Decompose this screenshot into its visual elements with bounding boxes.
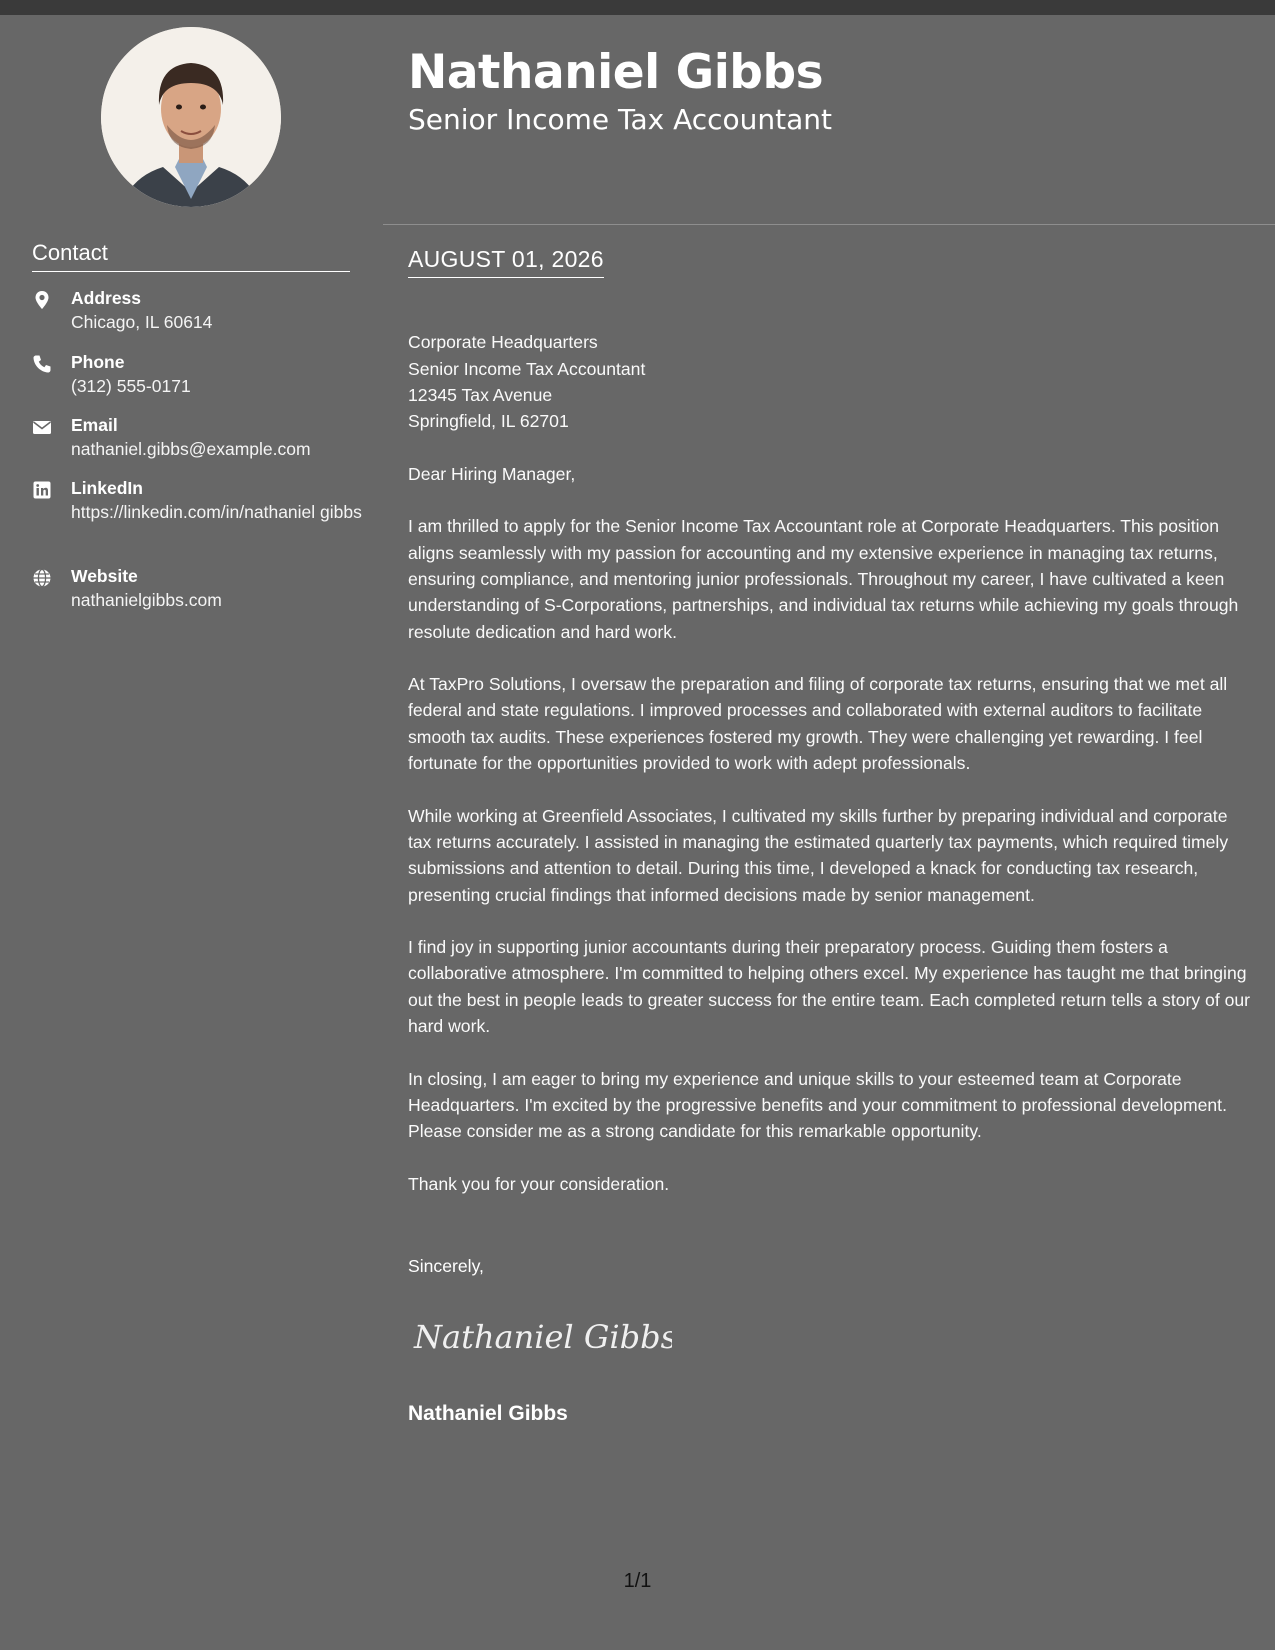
linkedin-icon: [32, 480, 52, 500]
contact-heading: Contact: [32, 240, 350, 272]
recipient-line: Senior Income Tax Accountant: [408, 358, 646, 379]
signed-name: Nathaniel Gibbs: [408, 1402, 568, 1425]
profile-photo: [101, 27, 281, 207]
closing: Sincerely,: [408, 1256, 484, 1276]
top-bar: [0, 0, 1275, 15]
contact-label: Address: [71, 288, 142, 308]
contact-label: Website: [71, 566, 138, 586]
contact-value: Chicago, IL 60614: [71, 312, 213, 332]
contact-value: (312) 555-0171: [71, 376, 191, 396]
envelope-icon: [32, 417, 52, 437]
paragraph: I find joy in supporting junior accountants during their preparatory process. Guiding them fosters a collaborative atmosphere. I'm committed to helping others excel. My experience has taught me that bringing out the best in people leads to greater success for the entire team. Each completed return tells a story of our hard work.: [408, 937, 1251, 1037]
page-number: 1/1: [623, 1570, 652, 1592]
contact-value: nathaniel.gibbs@example.com: [71, 439, 311, 459]
letter-body: [408, 303, 1253, 1223]
contact-label: Phone: [71, 352, 125, 372]
header-divider: [383, 224, 1275, 225]
contact-value: https://linkedin.com/in/nathaniel gibbs: [71, 502, 362, 522]
map-pin-icon: [32, 290, 52, 310]
recipient-line: Springfield, IL 62701: [408, 411, 569, 432]
contact-label: Email: [71, 415, 118, 435]
contact-value: nathanielgibbs.com: [71, 590, 222, 610]
phone-icon: [32, 354, 52, 374]
signature: [412, 1310, 672, 1360]
recipient-line: Corporate Headquarters: [408, 332, 598, 353]
paragraph: In closing, I am eager to bring my experience and unique skills to your esteemed team at Corporate Headquarters. I'm excited by the progressive benefits and your commitment to professional development. Please consider me as a strong candidate for this remarkable opportunity.: [408, 1068, 1227, 1142]
salutation: Dear Hiring Manager,: [408, 463, 576, 484]
thanks-line: Thank you for your consideration.: [408, 1173, 670, 1194]
recipient-line: 12345 Tax Avenue: [408, 384, 553, 405]
paragraph: I am thrilled to apply for the Senior Income Tax Accountant role at Corporate Headquarters. This position aligns seamlessly with my passion for accounting and my extensive experience in managing tax returns, ensuring compliance, and mentoring junior professionals. Throughout my career, I have cultivated a keen understanding of S-Corporations, partnerships, and individual tax returns while achieving my goals through resolute dedication and hard work.: [408, 516, 1239, 642]
candidate-role: Senior Income Tax Accountant: [408, 103, 833, 136]
candidate-name: Nathaniel Gibbs: [408, 45, 824, 100]
letter-date: AUGUST 01, 2026: [408, 244, 604, 278]
contact-label: LinkedIn: [71, 478, 143, 498]
paragraph: While working at Greenfield Associates, I cultivated my skills further by preparing individual and corporate tax returns accurately. I assisted in managing the estimated quarterly tax payments, which required timely submissions and attention to detail. During this time, I developed a knack for conducting tax research, presenting crucial findings that informed decisions made by senior management.: [408, 805, 1229, 905]
globe-icon: [32, 568, 52, 588]
paragraph: At TaxPro Solutions, I oversaw the preparation and filing of corporate tax returns, ensuring that we met all federal and state regulations. I improved processes and collaborated with external auditors to facilitate smooth tax audits. These experiences fostered my growth. They were challenging yet rewarding. I feel fortunate for the opportunities provided to work with adept professionals.: [408, 674, 1228, 774]
svg-text:Nathaniel Gibbs: Nathaniel Gibbs: [414, 1318, 672, 1356]
